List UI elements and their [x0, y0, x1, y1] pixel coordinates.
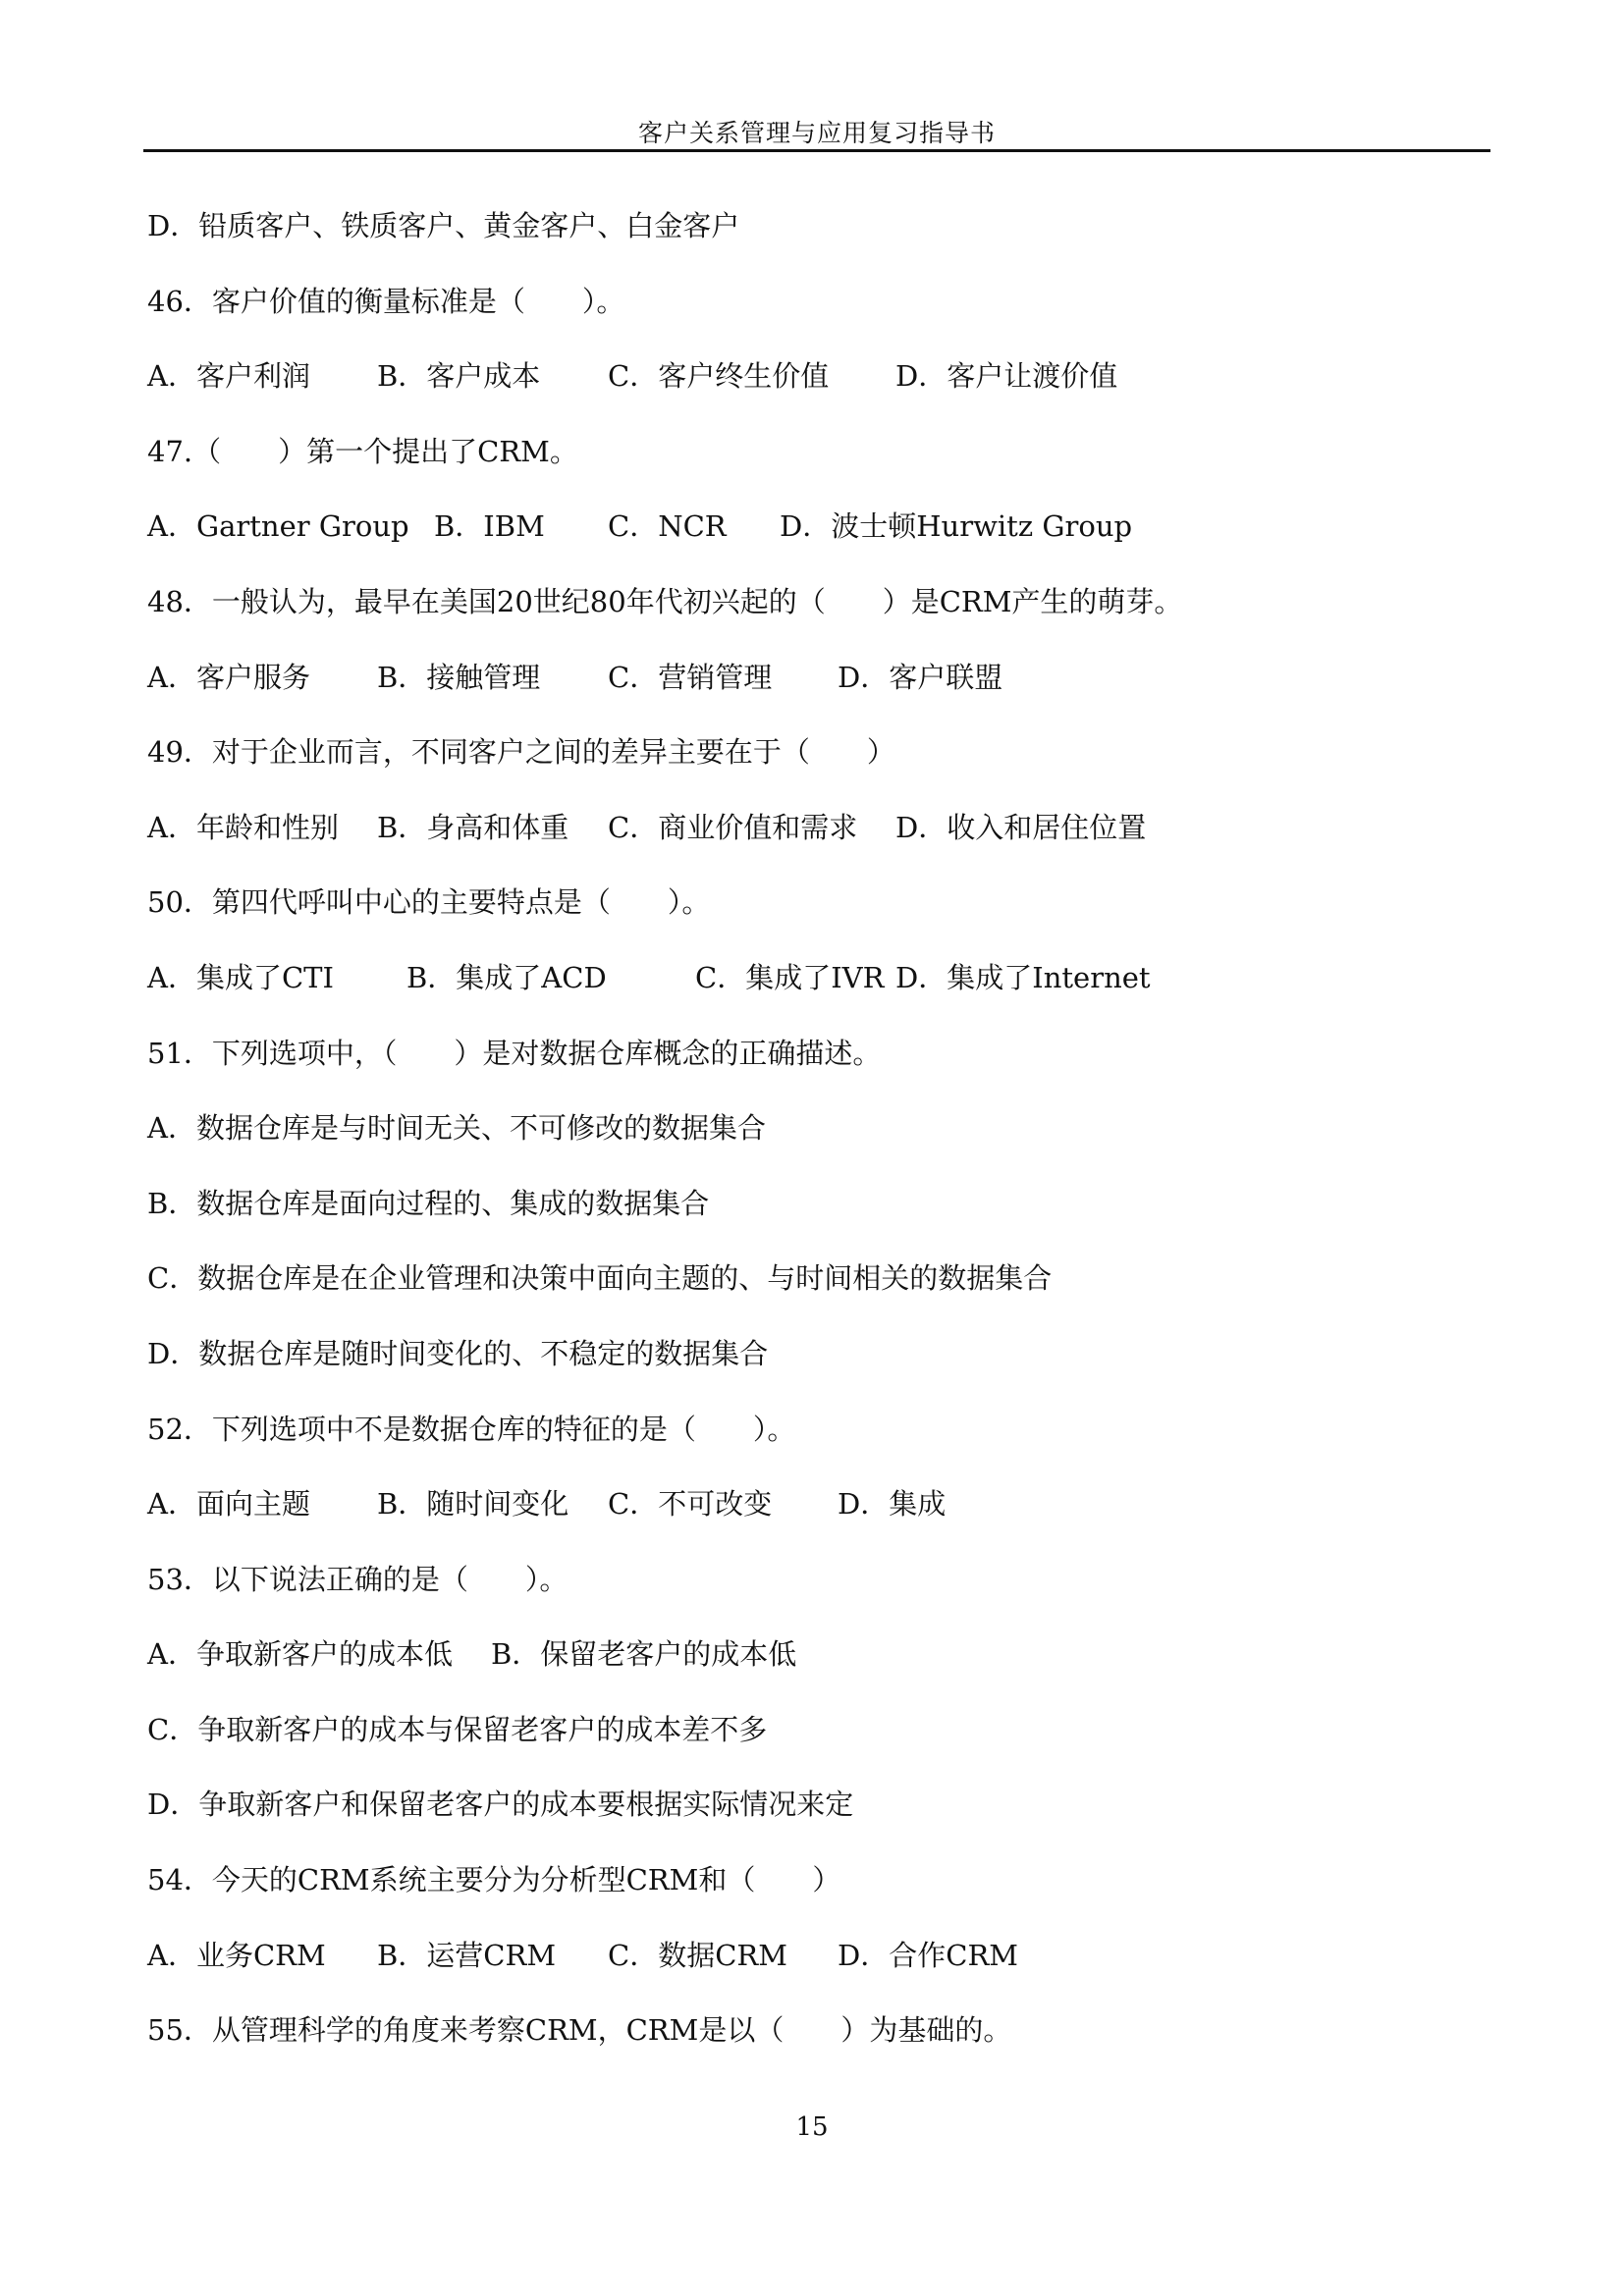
option-b: B．保留老客户的成本低: [491, 1637, 797, 1672]
option-d: D．集成: [838, 1487, 947, 1522]
option-c: C．NCR: [608, 509, 727, 544]
option-a: A．客户利润: [147, 359, 310, 394]
options-row-48: [147, 650, 1453, 725]
option-b: B．运营CRM: [377, 1938, 557, 1972]
option-c: C．营销管理: [608, 660, 773, 694]
question-47: 47.（ ）第一个提出了CRM。: [147, 434, 578, 468]
option-c: C．商业价值和需求: [608, 810, 858, 844]
option-a: A．客户服务: [147, 660, 310, 694]
option-d: D．客户让渡价值: [895, 359, 1118, 394]
option-d: D．合作CRM: [838, 1938, 1018, 1972]
page-number: 15: [795, 2112, 829, 2142]
question-50: 50．第四代呼叫中心的主要特点是（ ）。: [147, 885, 711, 920]
option-d: D．客户联盟: [838, 660, 1003, 694]
option-a: A．面向主题: [147, 1487, 310, 1522]
option-line: D．数据仓库是随时间变化的、不稳定的数据集合: [147, 1336, 769, 1370]
question-49: 49．对于企业而言，不同客户之间的差异主要在于（ ）: [147, 735, 895, 770]
option-b: B．集成了ACD: [406, 960, 607, 994]
options-row-50: [147, 950, 1453, 1026]
option-b: B．随时间变化: [377, 1487, 569, 1522]
page-body: [147, 198, 1453, 2078]
question-48: 48．一般认为，最早在美国20世纪80年代初兴起的（ ）是CRM产生的萌芽。: [147, 584, 1183, 618]
option-line: D．争取新客户和保留老客户的成本要根据实际情况来定: [147, 1788, 854, 1822]
option-line: C．争取新客户的成本与保留老客户的成本差不多: [147, 1712, 768, 1746]
option-a: A．争取新客户的成本低: [147, 1637, 453, 1672]
option-c: C．集成了IVR: [695, 960, 885, 994]
option-b: B．IBM: [434, 509, 545, 544]
question-55: 55．从管理科学的角度来考察CRM，CRM是以（ ）为基础的。: [147, 2013, 1012, 2048]
question-52: 52．下列选项中不是数据仓库的特征的是（ ）。: [147, 1412, 796, 1446]
option-a: A．Gartner Group: [147, 509, 409, 544]
options-row-47: [147, 499, 1453, 574]
question-46: 46．客户价值的衡量标准是（ ）。: [147, 284, 625, 318]
page-header-title: 客户关系管理与应用复习指导书: [637, 119, 996, 147]
option-d: D．波士顿Hurwitz Group: [780, 509, 1133, 544]
options-row-53: [147, 1627, 1453, 1702]
options-row-49: [147, 800, 1453, 876]
question-51: 51．下列选项中，（ ）是对数据仓库概念的正确描述。: [147, 1036, 882, 1070]
option-line: C．数据仓库是在企业管理和决策中面向主题的、与时间相关的数据集合: [147, 1261, 1053, 1296]
option-a: A．业务CRM: [147, 1938, 326, 1972]
option-c: C．客户终生价值: [608, 359, 830, 394]
option-c: C．不可改变: [608, 1487, 773, 1522]
option-line: D．铅质客户、铁质客户、黄金客户、白金客户: [147, 209, 740, 242]
question-53: 53．以下说法正确的是（ ）。: [147, 1562, 568, 1596]
option-d: D．收入和居住位置: [895, 810, 1147, 844]
option-b: B．身高和体重: [377, 810, 569, 844]
header-rule: [143, 149, 1490, 152]
option-a: A．集成了CTI: [147, 960, 334, 994]
option-line: A．数据仓库是与时间无关、不可修改的数据集合: [147, 1111, 766, 1146]
option-b: B．接触管理: [377, 660, 541, 694]
options-row-52: [147, 1476, 1453, 1552]
options-row-54: [147, 1928, 1453, 2003]
option-c: C．数据CRM: [608, 1938, 787, 1972]
option-line: B．数据仓库是面向过程的、集成的数据集合: [147, 1186, 710, 1220]
option-b: B．客户成本: [377, 359, 541, 394]
option-d: D．集成了Internet: [895, 960, 1151, 994]
question-54: 54．今天的CRM系统主要分为分析型CRM和（ ）: [147, 1863, 841, 1897]
option-a: A．年龄和性别: [147, 810, 339, 844]
options-row-46: [147, 348, 1453, 424]
